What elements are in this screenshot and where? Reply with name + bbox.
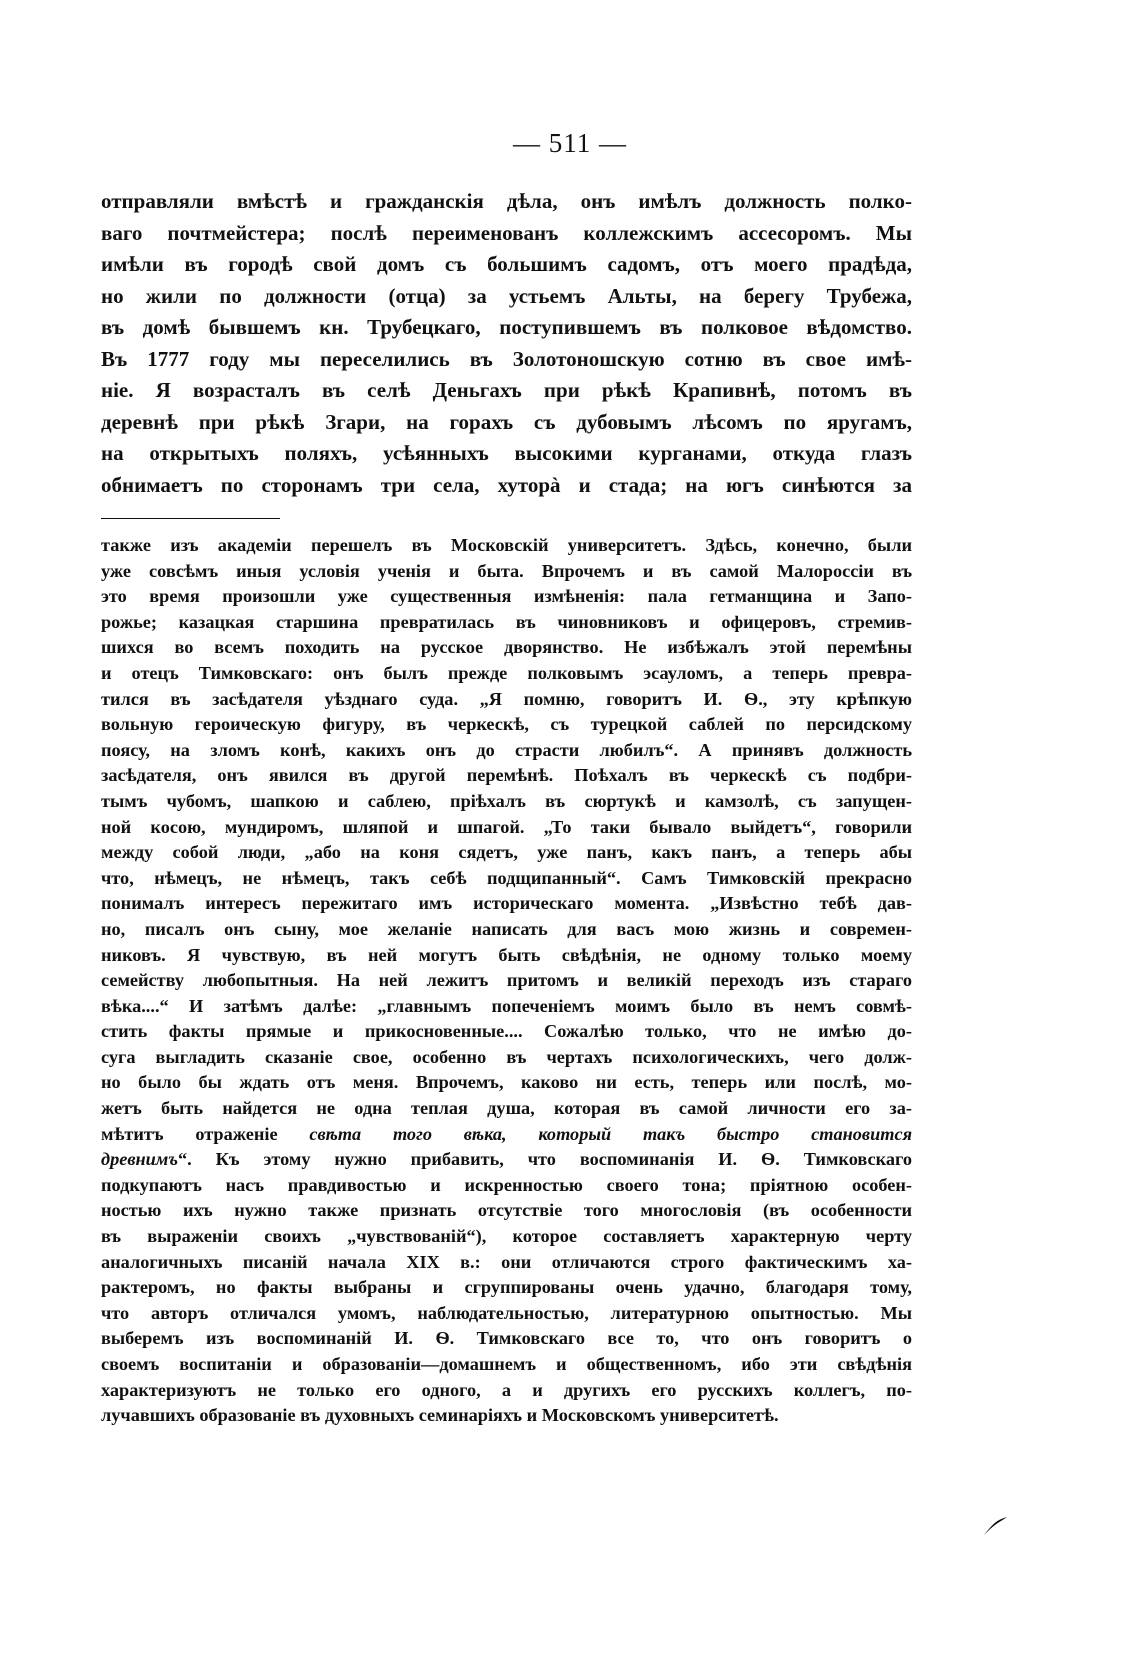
footnote-line: характеризуютъ не только его одного, а и другихъ его русскихъ коллегъ, по- [101,1379,912,1400]
footnote-line: въ выраженіи своихъ „чувствованій“), которое составляетъ характерную черту [101,1226,912,1247]
footnote-line: шихся во всемъ походить на русское дворянство. Не избѣжалъ этой перемѣны [101,637,912,658]
footnote-line: но было бы ждать отъ меня. Впрочемъ, каково ни есть, теперь или послѣ, мо- [101,1072,912,1093]
main-text-line: ніе. Я возрасталъ въ селѣ Деньгахъ при рѣкѣ Крапивнѣ, потомъ въ [101,378,912,402]
main-text-line: имѣли въ городѣ свой домъ съ большимъ садомъ, отъ моего прадѣда, [101,252,912,276]
footnote-line: что авторъ отличался умомъ, наблюдательностью, литературною опытностью. Мы [101,1302,912,1323]
main-text-line: отправляли вмѣстѣ и гражданскія дѣла, онъ имѣлъ должность полко- [101,189,912,213]
footnote-line: тымъ чубомъ, шапкою и саблею, пріѣхалъ въ сюртукѣ и камзолѣ, съ запущен- [101,790,912,811]
footnote-line: также изъ академіи перешелъ въ Московскій университетъ. Здѣсь, конечно, были [101,535,912,555]
footnote-line: поясу, на зломъ конѣ, какихъ онъ до страсти любилъ“. А принявъ должность [101,739,912,760]
footnote-line-mixed [101,1147,912,1173]
main-text-line: обнимаетъ по сторонамъ три села, хуторà и стада; на югъ синѣются за [101,472,912,497]
footnote-line: подкупаютъ насъ правдивостью и искренностью своего тона; пріятною особен- [101,1174,912,1195]
footnote-line: ностью ихъ нужно также признать отсутствіе того многословія (въ особенности [101,1200,912,1221]
footnote-line: суга выгладить сказаніе свое, особенно въ чертахъ психологическихъ, чего долж- [101,1046,912,1067]
footnote-line: вѣка....“ И затѣмъ далѣе: „главнымъ попеченіемъ моимъ было въ немъ совмѣ- [101,995,912,1016]
footnote-line: никовъ. Я чувствую, въ ней могутъ быть свѣдѣнія, не одному только моему [101,944,912,965]
footnote-line: вольную героическую фигуру, въ черкескѣ, съ турецкой саблей по персидскому [101,714,912,735]
main-text-line: Въ 1777 году мы переселились въ Золотоношскую сотню въ свое имѣ- [101,346,912,371]
main-text-line: деревнѣ при рѣкѣ Згари, на горахъ съ дубовымъ лѣсомъ по яругамъ, [101,409,912,434]
footnote-line: рактеромъ, но факты выбраны и сгруппированы очень удачно, благодаря тому, [101,1277,912,1298]
footnote-line: тился въ засѣдателя уѣзднаго суда. „Я помню, говоритъ И. Ѳ., эту крѣпкую [101,688,912,709]
footnote-line: что, нѣмецъ, не нѣмецъ, такъ себѣ подщипанный“. Самъ Тимковскій прекрасно [101,867,912,888]
footnote-line: но, писалъ онъ сыну, мое желаніе написать для васъ мою жизнь и современ- [101,918,912,939]
footnote-italic-text: свѣта того вѣка, который такъ быстро становится [309,1123,912,1144]
footnote-line: лучавшихъ образованіе въ духовныхъ семинаріяхъ и Московскомъ университетѣ. [101,1405,779,1426]
footnote-line: своемъ воспитаніи и образованіи—домашнемъ и общественномъ, ибо эти свѣдѣнія [101,1354,912,1374]
main-text-block [101,186,912,501]
footnote-line: ной косою, мундиромъ, шляпой и шпагой. „То таки бывало выйдетъ“, говорили [101,816,912,837]
main-text-line: но жили по должности (отца) за устьемъ Альты, на берегу Трубежа, [101,283,912,308]
footnote-line: уже совсѣмъ иныя условія ученія и быта. Впрочемъ и въ самой Малороссіи въ [101,560,912,581]
footnote-line: понималъ интересъ пережитаго имъ историческаго момента. „Извѣстно тебѣ дав- [101,893,912,914]
footnote-italic-text: древнимъ [101,1149,178,1170]
pen-mark-icon [982,1516,1008,1536]
footnote-line: жетъ быть найдется не одна теплая душа, которая въ самой личности его за- [101,1098,912,1119]
footnote-line: это время произошли уже существенныя измѣненія: пала гетманщина и Запо- [101,586,912,607]
footnote-line: засѣдателя, онъ явился въ другой перемѣнѣ. Поѣхалъ въ черкескѣ съ подбри- [101,765,912,786]
main-text-line: въ домѣ бывшемъ кн. Трубецкаго, поступившемъ въ полковое вѣдомство. [101,315,912,339]
footnote-line: выберемъ изъ воспоминаній И. Ѳ. Тимковскаго все то, что онъ говоритъ о [101,1328,912,1349]
page-number: — 511 — [513,128,627,158]
main-text-line: на открытыхъ поляхъ, усѣянныхъ высокими курганами, откуда глазъ [101,441,912,465]
footnote-line: семейству любопытныя. На ней лежитъ притомъ и великій переходъ изъ стараго [101,970,912,991]
footnote-line: и отецъ Тимковскаго: онъ былъ прежде полковымъ эсауломъ, а теперь превра- [101,662,912,683]
footnote-text: “. Къ этому нужно прибавить, что воспоминанія И. Ѳ. Тимковскаго [177,1149,912,1170]
footnote-separator [101,518,280,519]
footnote-text: мѣтитъ отраженіе [101,1123,310,1144]
footnote-line: аналогичныхъ писаній начала XIX в.: они отличаются строго фактическимъ ха- [101,1251,912,1272]
footnote-block [101,533,912,1429]
footnote-line: рожье; казацкая старшина превратилась въ чиновниковъ и офицеровъ, стремив- [101,611,912,632]
footnote-line-mixed [101,1122,912,1148]
main-text-line: ваго почтмейстера; послѣ переименованъ коллежскимъ ассесоромъ. Мы [101,220,912,245]
footnote-line: между собой люди, „або на коня сядетъ, уже панъ, какъ панъ, а теперь абы [101,842,912,863]
footnote-line: стить факты прямые и прикосновенные.... Сожалѣю только, что не имѣю до- [101,1021,912,1042]
